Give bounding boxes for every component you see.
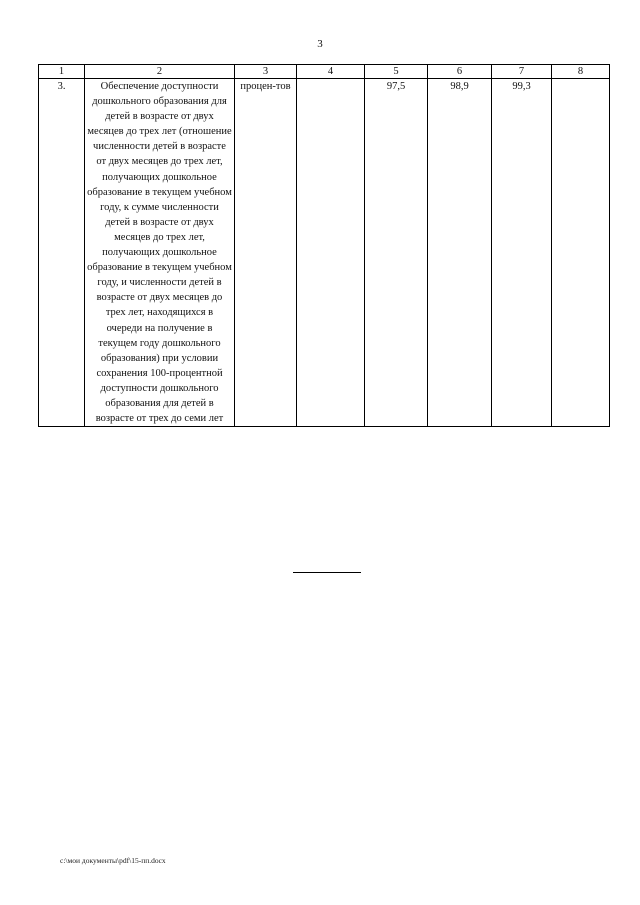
table-row <box>39 79 610 427</box>
column-header: 4 <box>297 65 365 79</box>
value-col-6: 98,9 <box>428 79 492 427</box>
row-number: 3. <box>39 79 85 427</box>
column-header: 8 <box>552 65 610 79</box>
value-col-8 <box>552 79 610 427</box>
end-of-document-line <box>293 572 361 573</box>
table-header-row <box>39 65 610 79</box>
page-number: 3 <box>317 38 323 50</box>
column-header: 7 <box>492 65 552 79</box>
indicator-name: Обеспечение доступности дошкольного образования для детей в возрасте от двух месяцев до трех лет (отношение численности детей в возрасте от двух месяцев до трех лет, получающих дошкольное образование в текущем учебном году, к сумме численности детей в возрасте от двух месяцев до трех лет, получающих дошкольное образование в текущем учебном году, и численности детей в возрасте от двух месяцев до трех лет, находящихся в очереди на получение в текущем году дошкольного образования) при условии сохранения 100-процентной доступности дошкольного образования для детей в возрасте от трех до семи лет <box>85 79 235 427</box>
column-header: 1 <box>39 65 85 79</box>
unit-of-measure: процен-тов <box>235 79 297 427</box>
value-col-4 <box>297 79 365 427</box>
column-header: 6 <box>428 65 492 79</box>
file-path-footer: c:\мои документы\pdf\15-пп.docx <box>60 856 166 865</box>
value-col-5: 97,5 <box>365 79 428 427</box>
column-header: 5 <box>365 65 428 79</box>
indicators-table <box>38 64 610 427</box>
column-header: 3 <box>235 65 297 79</box>
value-col-7: 99,3 <box>492 79 552 427</box>
column-header: 2 <box>85 65 235 79</box>
